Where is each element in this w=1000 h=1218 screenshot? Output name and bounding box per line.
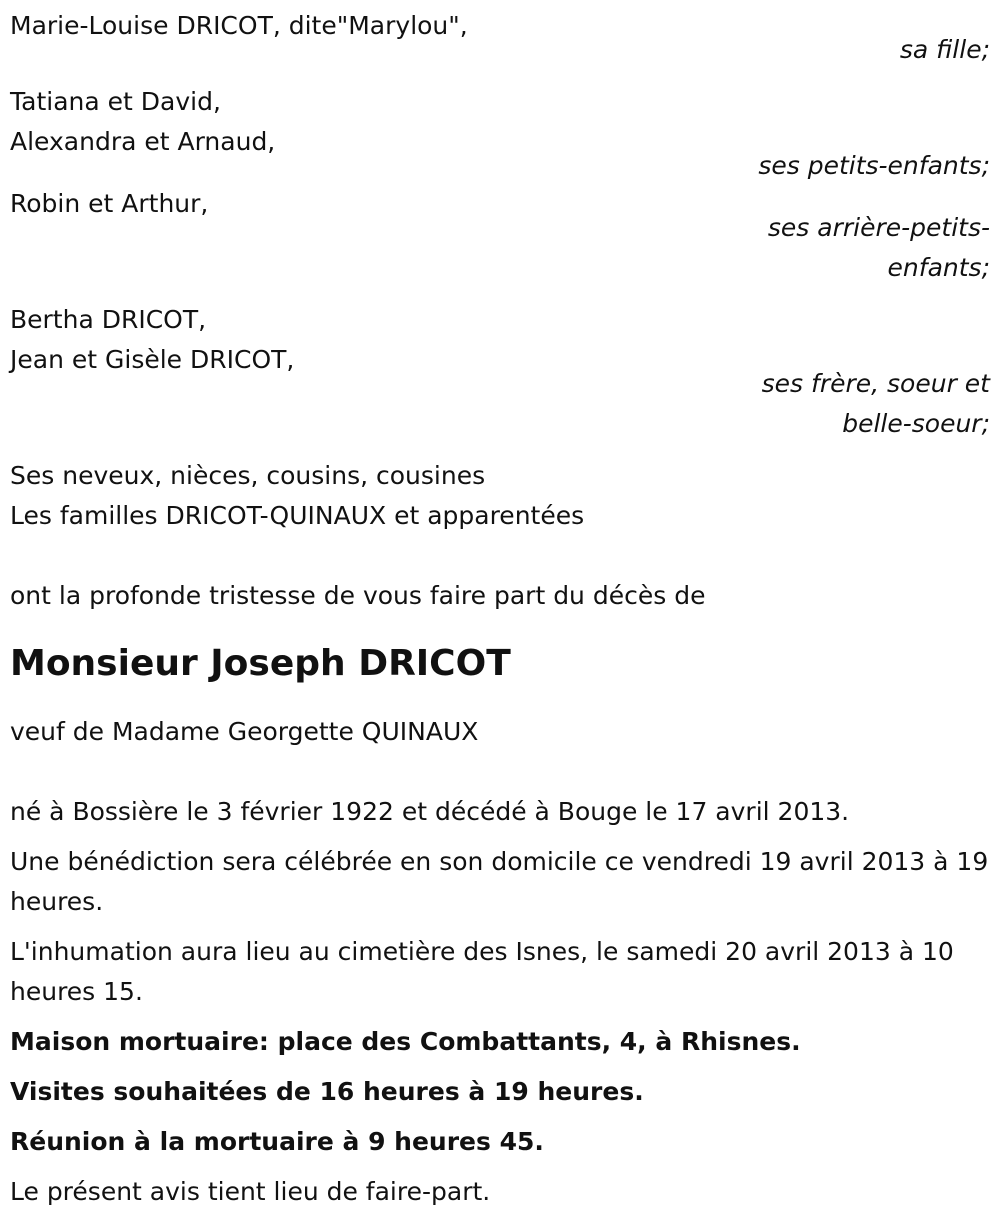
daughter-name: Marie-Louise DRICOT, dite"Marylou", bbox=[10, 11, 468, 40]
deceased-name: Monsieur Joseph DRICOT bbox=[10, 643, 511, 684]
grandchild-line-1: Tatiana et David, bbox=[10, 87, 221, 116]
relatives-line-1: Ses neveux, nièces, cousins, cousines bbox=[10, 461, 486, 490]
relatives-line-2: Les familles DRICOT-QUINAUX et apparentées bbox=[10, 501, 585, 530]
daughter-role: sa fille; bbox=[899, 35, 990, 64]
widower-of: veuf de Madame Georgette QUINAUX bbox=[10, 717, 479, 746]
siblings-role-line-1: ses frère, soeur et bbox=[761, 369, 990, 398]
sibling-line-1: Bertha DRICOT, bbox=[10, 305, 207, 334]
notice-text: Le présent avis tient lieu de faire-part. bbox=[10, 1177, 491, 1206]
siblings-role-line-2: belle-soeur; bbox=[842, 409, 990, 438]
birth-death-text: né à Bossière le 3 février 1922 et décédé à Bouge le 17 avril 2013. bbox=[10, 797, 850, 826]
great-grandchildren-role-line-2: enfants; bbox=[887, 253, 990, 282]
meeting-text: Réunion à la mortuaire à 9 heures 45. bbox=[10, 1127, 544, 1156]
sibling-line-2: Jean et Gisèle DRICOT, bbox=[10, 345, 295, 374]
siblings-role bbox=[750, 364, 990, 444]
funeral-home-text: Maison mortuaire: place des Combattants, 4, à Rhisnes. bbox=[10, 1027, 801, 1056]
great-grandchildren-role-line-1: ses arrière-petits- bbox=[767, 213, 990, 242]
blessing-text: Une bénédiction sera célébrée en son domicile ce vendredi 19 avril 2013 à 19 heures. bbox=[10, 847, 989, 916]
burial-text: L'inhumation aura lieu au cimetière des Isnes, le samedi 20 avril 2013 à 10 heures 15. bbox=[10, 937, 954, 1006]
grandchild-line-2: Alexandra et Arnaud, bbox=[10, 127, 276, 156]
announcement-text: ont la profonde tristesse de vous faire part du décès de bbox=[10, 581, 706, 610]
great-grandchildren-role bbox=[750, 208, 990, 288]
grandchildren-role: ses petits-enfants; bbox=[758, 151, 990, 180]
visits-text: Visites souhaitées de 16 heures à 19 heures. bbox=[10, 1077, 644, 1106]
great-grandchildren: Robin et Arthur, bbox=[10, 189, 209, 218]
